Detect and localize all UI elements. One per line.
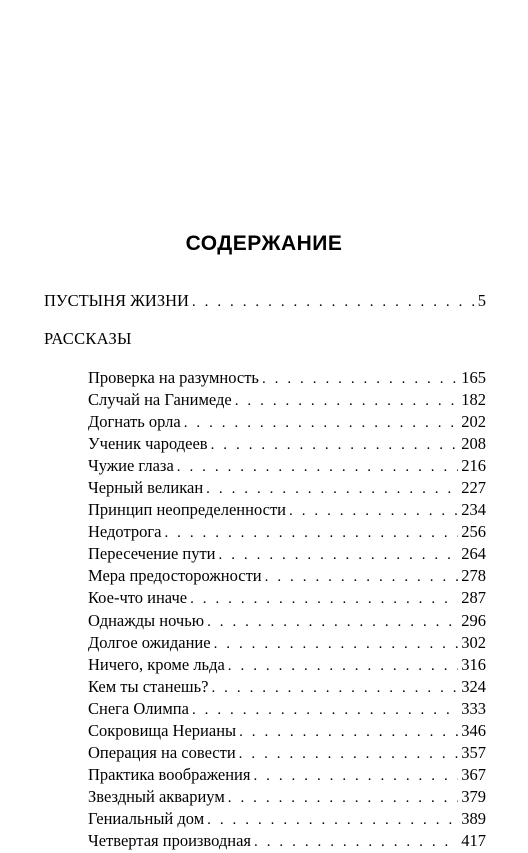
leader-dots (207, 611, 458, 633)
leader-dots (211, 434, 459, 456)
toc-entry-top (44, 290, 486, 313)
toc-entry (88, 433, 486, 455)
toc-entry-page: 287 (461, 588, 486, 608)
toc-entry-title: Случай на Ганимеде (88, 390, 232, 410)
toc-entry-page: 389 (461, 808, 486, 828)
toc-entry-title: Снега Олимпа (88, 698, 189, 718)
toc-entry-page: 278 (461, 566, 486, 586)
leader-dots (219, 544, 459, 566)
page-title: СОДЕРЖАНИЕ (185, 232, 343, 255)
leader-dots (265, 566, 459, 588)
toc-entry-title: Принцип неопределенности (88, 500, 286, 520)
toc-entry (88, 477, 486, 499)
toc-entry-title: ПУСТЫНЯ ЖИЗНИ (44, 291, 189, 310)
leader-dots (228, 787, 458, 809)
toc-entry-title: Операция на совести (88, 742, 236, 762)
toc-entry-title: Пересечение пути (88, 544, 216, 564)
leader-dots (177, 456, 458, 478)
toc-entry (88, 698, 486, 720)
leader-dots (184, 412, 459, 434)
toc-entry-title: Звездный аквариум (88, 786, 225, 806)
toc-entry-page: 165 (461, 368, 486, 387)
toc-entry-page: 234 (461, 500, 486, 520)
leader-dots (207, 809, 458, 831)
toc-entry-page: 216 (461, 456, 486, 476)
toc-entry (88, 830, 486, 852)
leader-dots (190, 588, 458, 610)
toc-entry-page: 346 (461, 720, 486, 740)
toc-entry (88, 654, 486, 676)
leader-dots (235, 390, 459, 412)
toc-entry (88, 455, 486, 477)
toc-entry-page: 208 (461, 434, 486, 454)
toc-entry-title: Черный великан (88, 478, 204, 498)
toc-entry-title: Догнать орла (88, 412, 181, 432)
toc-entry-page: 296 (461, 610, 486, 630)
leader-dots (289, 500, 458, 522)
toc-entry (88, 499, 486, 521)
toc-entry-page: 379 (461, 786, 486, 806)
toc-entry-page: 182 (461, 390, 486, 410)
toc-entry-title: Кем ты станешь? (88, 676, 209, 696)
toc-entry-page: 324 (461, 676, 486, 696)
toc-entry (88, 610, 486, 632)
toc-entry-title: Четвертая производная (88, 830, 252, 850)
leader-dots (262, 368, 458, 390)
toc-entry-page: 5 (477, 291, 486, 310)
toc-entry (88, 543, 486, 565)
leader-dots (192, 699, 458, 721)
toc-entry (88, 786, 486, 808)
toc-entry-title: Кое-что иначе (88, 588, 188, 608)
toc-entry-page: 357 (461, 742, 486, 762)
toc-entry-page: 367 (461, 764, 486, 784)
leader-dots (164, 522, 458, 544)
leader-dots (239, 743, 459, 765)
toc-list (88, 367, 486, 852)
toc-entry-title: Проверка на разумность (88, 368, 259, 387)
toc-entry-page: 256 (461, 522, 486, 542)
toc-entry (88, 389, 486, 411)
toc-entry-title: Практика воображения (88, 764, 251, 784)
leader-dots (211, 677, 458, 699)
toc-entry-page: 333 (461, 698, 486, 718)
toc-entry-page: 264 (461, 544, 486, 564)
toc-entry-title: Чужие глаза (88, 456, 174, 476)
toc-entry (88, 676, 486, 698)
toc-entry (88, 632, 486, 654)
toc-entry-page: 316 (461, 654, 486, 674)
toc-entry-title: Сокровища Нерианы (88, 720, 237, 740)
toc-entry (88, 565, 486, 587)
leader-dots (239, 721, 458, 743)
toc-entry (88, 764, 486, 786)
leader-dots (254, 831, 458, 853)
leader-dots (214, 633, 459, 655)
leader-dots (253, 765, 458, 787)
toc-entry (88, 521, 486, 543)
toc-entry-title: Однажды ночью (88, 610, 205, 630)
toc-entry-title: Ничего, кроме льда (88, 654, 225, 674)
leader-dots (228, 655, 458, 677)
toc-entry (88, 367, 486, 389)
toc-entry (88, 808, 486, 830)
toc-entry-title: Недотрога (88, 522, 162, 542)
toc-entry (88, 720, 486, 742)
toc-entry (88, 411, 486, 433)
toc-entry (88, 587, 486, 609)
toc-entry-title: Гениальный дом (88, 808, 205, 828)
toc-entry-page: 227 (461, 478, 486, 498)
toc-entry-page: 417 (461, 830, 486, 850)
section-heading: РАССКАЗЫ (44, 329, 132, 348)
toc-entry-title: Долгое ожидание (88, 632, 211, 652)
leader-dots (192, 291, 475, 313)
leader-dots (206, 478, 458, 500)
toc-entry-title: Ученик чародеев (88, 434, 208, 454)
toc-entry-page: 302 (461, 632, 486, 652)
toc-entry (88, 742, 486, 764)
toc-entry-page: 202 (461, 412, 486, 432)
toc-entry-title: Мера предосторожности (88, 566, 262, 586)
